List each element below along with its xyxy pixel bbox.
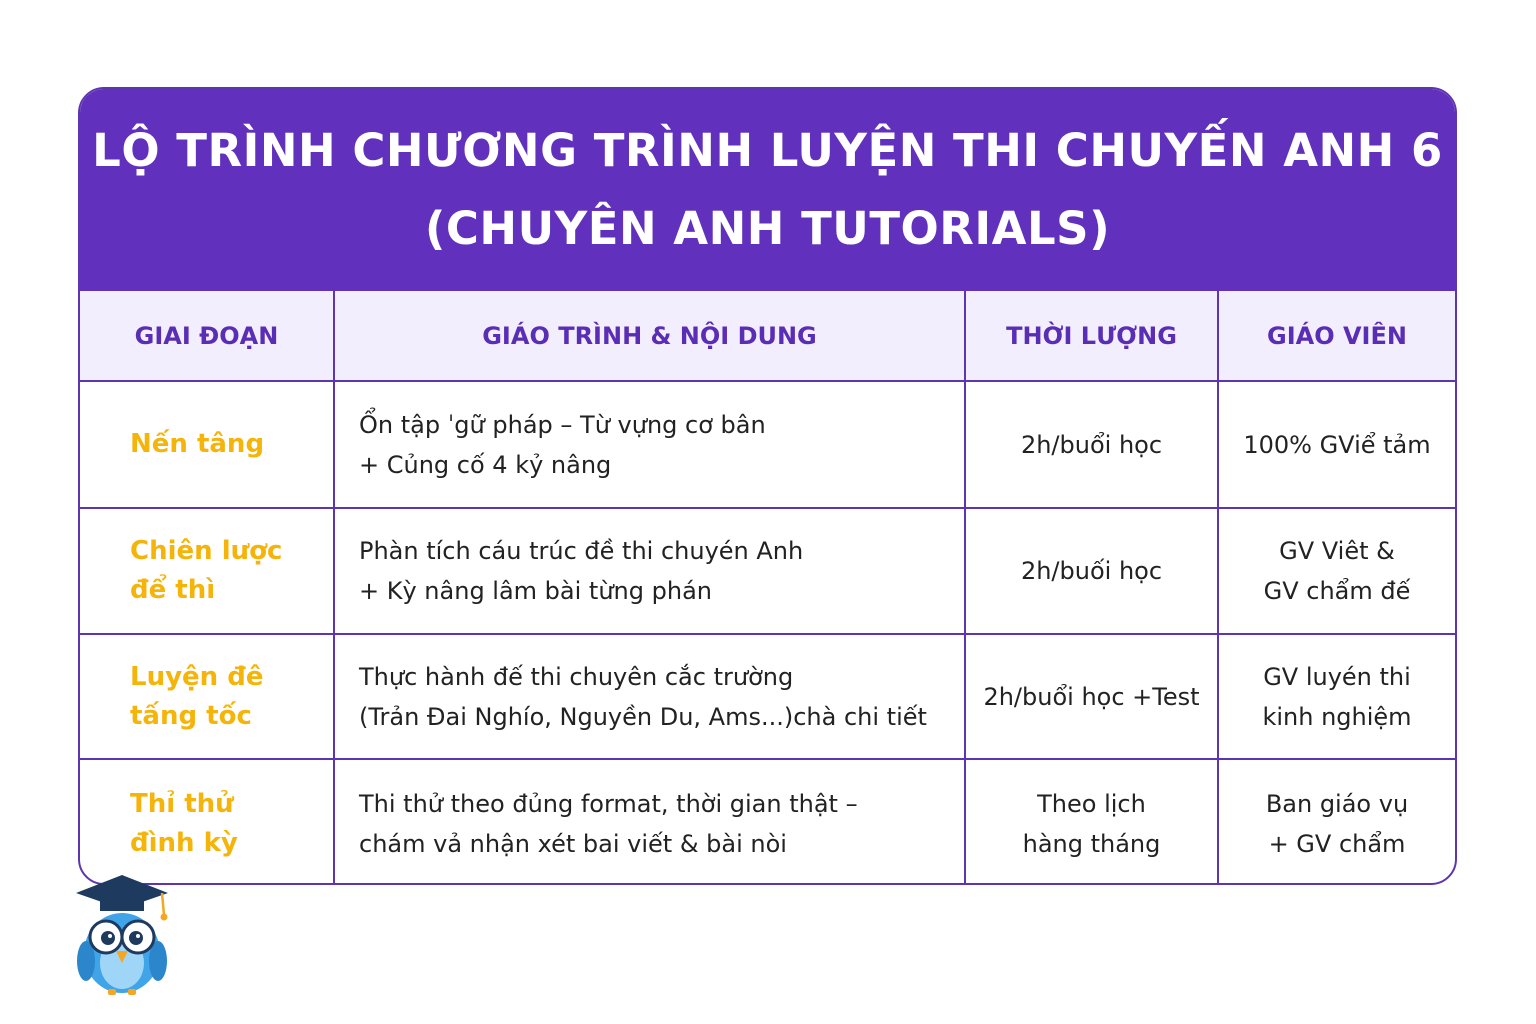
teacher-cell bbox=[1218, 759, 1455, 885]
teacher-text: GV Viêt & bbox=[1279, 537, 1395, 565]
table-row bbox=[80, 634, 1455, 759]
teacher-cell bbox=[1218, 508, 1455, 634]
stage-text: để thì bbox=[130, 575, 216, 605]
stage-text: đình kỳ bbox=[130, 827, 238, 858]
content-line: Phàn tích cáu trúc đề thi chuyén Anh bbox=[359, 537, 804, 565]
teacher-cell bbox=[1218, 634, 1455, 759]
content-line: Thực hành đế thi chuyên cắc trường bbox=[359, 662, 794, 691]
content-cell bbox=[334, 381, 965, 508]
stage-text: Chiên lược bbox=[130, 536, 283, 566]
teacher-text: GV chẩm đế bbox=[1263, 577, 1411, 605]
duration-cell bbox=[965, 634, 1218, 759]
stage-cell bbox=[80, 381, 334, 508]
duration-text: 2h/buổi học +Test bbox=[983, 682, 1200, 711]
content-line: + Củng cố 4 kỷ nâng bbox=[359, 450, 612, 479]
stage-cell bbox=[80, 634, 334, 759]
header-duration: THỜI LƯỢNG bbox=[965, 291, 1218, 381]
teacher-text: kinh nghiệm bbox=[1262, 702, 1412, 731]
roadmap-card bbox=[78, 87, 1457, 885]
table-header-row bbox=[80, 291, 1455, 381]
teacher-text: 100% GViể tảm bbox=[1243, 430, 1431, 459]
content-cell bbox=[334, 508, 965, 634]
header-teacher: GIÁO VIÊN bbox=[1218, 291, 1455, 381]
teacher-text: GV luyén thi bbox=[1263, 662, 1411, 691]
table-row bbox=[80, 759, 1455, 885]
content-line: Thi thử theo đủng format, thời gian thật – bbox=[359, 789, 858, 818]
stage-text: Thỉ thử bbox=[130, 788, 234, 819]
table-row bbox=[80, 508, 1455, 634]
stage-cell bbox=[80, 508, 334, 634]
stage-text: Nến tâng bbox=[130, 429, 265, 459]
duration-text: Theo lịch bbox=[1037, 789, 1146, 818]
header-stage: GIAI ĐOẠN bbox=[80, 291, 334, 381]
content-line: (Trản Đai Nghío, Nguyền Du, Ams...)chà chi tiết bbox=[359, 702, 927, 731]
title-line-2: (CHUYÊN ANH TUTORIALS) bbox=[424, 202, 1111, 255]
duration-cell bbox=[965, 508, 1218, 634]
teacher-cell bbox=[1218, 381, 1455, 508]
duration-text: 2h/buối học bbox=[1020, 557, 1163, 585]
content-cell bbox=[334, 759, 965, 885]
table-row bbox=[80, 381, 1455, 508]
owl-graduate-icon bbox=[70, 865, 175, 1000]
duration-text: 2h/buổi học bbox=[1020, 430, 1163, 459]
content-line: chám vả nhận xét bai viết & bài nòi bbox=[359, 829, 787, 858]
teacher-text: Ban giáo vụ bbox=[1265, 789, 1409, 818]
teacher-text: + GV chẩm bbox=[1268, 829, 1406, 858]
title-banner bbox=[80, 89, 1455, 291]
stage-text: Luyện đê bbox=[130, 661, 264, 692]
title-line-1: LỘ TRÌNH CHƯƠNG TRÌNH LUYỆN THI CHUYẾN ANH 6 bbox=[92, 124, 1443, 177]
duration-cell bbox=[965, 759, 1218, 885]
roadmap-table bbox=[80, 291, 1455, 885]
header-content: GIÁO TRÌNH & NỘI DUNG bbox=[334, 291, 965, 381]
stage-text: tấng tốc bbox=[130, 700, 252, 731]
duration-text: hàng tháng bbox=[1022, 829, 1161, 858]
content-line: + Kỳ nâng lâm bài từng phán bbox=[359, 577, 712, 605]
content-line: Ổn tập ˈgữ pháp – Từ vựng cơ bân bbox=[359, 410, 766, 439]
content-cell bbox=[334, 634, 965, 759]
duration-cell bbox=[965, 381, 1218, 508]
